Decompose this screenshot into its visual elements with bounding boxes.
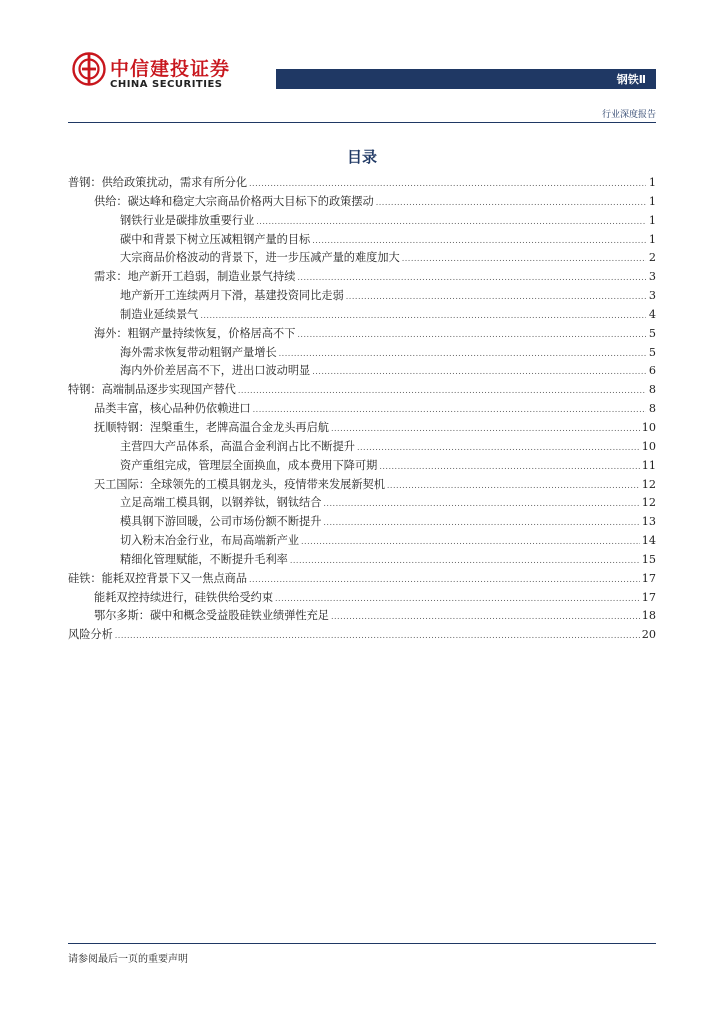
- toc-entry-page: 8: [648, 402, 656, 416]
- toc-entry[interactable]: [68, 570, 656, 589]
- toc-entry[interactable]: [68, 306, 656, 325]
- toc-entry[interactable]: [68, 174, 656, 193]
- toc-entry[interactable]: [68, 362, 656, 381]
- toc-entry-page: 6: [648, 364, 656, 378]
- toc-entry[interactable]: [68, 438, 656, 457]
- toc-entry-page: 5: [648, 345, 656, 359]
- toc-leader-dots: [279, 345, 646, 364]
- footer-divider: [68, 943, 656, 944]
- toc-entry-page: 10: [641, 420, 656, 434]
- toc-entry-text[interactable]: 硅铁：能耗双控背景下又一焦点商品: [68, 571, 248, 585]
- report-type-label: 行业深度报告: [601, 110, 656, 120]
- toc-entry-page: 17: [641, 571, 656, 585]
- toc-entry-page: 17: [641, 590, 656, 604]
- toc-entry-page: 5: [648, 326, 656, 340]
- toc-entry-text[interactable]: 立足高端工模具钢，以钢养钛，钢钛结合: [120, 496, 322, 510]
- toc-entry[interactable]: [68, 400, 656, 419]
- toc-entry-page: 12: [641, 477, 656, 491]
- toc-leader-dots: [331, 608, 640, 627]
- toc-entry[interactable]: [68, 513, 656, 532]
- toc-entry-page: 1: [648, 176, 656, 189]
- toc-entry-page: 12: [641, 496, 656, 510]
- sector-label: 钢铁Ⅱ: [616, 73, 646, 86]
- footer-disclaimer: 请参阅最后一页的重要声明: [68, 954, 188, 965]
- toc-entry-text[interactable]: 资产重组完成，管理层全面换血，成本费用下降可期: [120, 458, 378, 472]
- toc-leader-dots: [331, 420, 640, 439]
- toc-entry-page: 14: [641, 534, 656, 548]
- toc-entry-page: 4: [648, 307, 656, 321]
- toc-leader-dots: [249, 175, 646, 194]
- toc-leader-dots: [387, 477, 640, 496]
- toc-entry-text[interactable]: 海内外价差居高不下，进出口波动明显: [120, 364, 311, 378]
- toc-entry-text[interactable]: 海外需求恢复带动粗钢产量增长: [120, 345, 277, 359]
- table-of-contents: [68, 174, 656, 645]
- toc-entry[interactable]: [68, 551, 656, 570]
- toc-entry[interactable]: [68, 287, 656, 306]
- toc-entry[interactable]: [68, 532, 656, 551]
- toc-leader-dots: [402, 250, 646, 269]
- toc-entry-text[interactable]: 钢铁行业是碳排放重要行业: [120, 213, 255, 227]
- toc-entry[interactable]: [68, 212, 656, 231]
- toc-entry-text[interactable]: 精细化管理赋能，不断提升毛利率: [120, 552, 288, 566]
- toc-entry-page: 15: [641, 552, 656, 566]
- toc-title: 目录: [346, 148, 377, 166]
- toc-entry[interactable]: [68, 626, 656, 645]
- toc-entry-page: 18: [641, 609, 656, 623]
- toc-entry[interactable]: [68, 193, 656, 212]
- toc-leader-dots: [376, 194, 646, 213]
- toc-entry[interactable]: [68, 494, 656, 513]
- toc-entry[interactable]: [68, 231, 656, 250]
- toc-entry-page: 10: [641, 439, 656, 453]
- toc-entry-text[interactable]: 普钢：供给政策扰动，需求有所分化: [68, 176, 248, 189]
- toc-entry-text[interactable]: 特钢：高端制品逐步实现国产替代: [68, 383, 236, 397]
- logo-emblem-icon: [72, 52, 106, 86]
- toc-entry[interactable]: [68, 249, 656, 268]
- toc-entry-page: 11: [641, 458, 656, 472]
- logo-chinese-name: 中信建投证券: [110, 58, 231, 80]
- toc-leader-dots: [379, 458, 639, 477]
- toc-leader-dots: [290, 552, 640, 571]
- toc-leader-dots: [200, 307, 646, 326]
- toc-entry-text[interactable]: 风险分析: [68, 628, 113, 642]
- toc-entry-text[interactable]: 碳中和背景下树立压减粗钢产量的目标: [120, 232, 311, 246]
- toc-leader-dots: [301, 533, 640, 552]
- toc-entry-page: 2: [648, 251, 656, 265]
- toc-entry[interactable]: [68, 325, 656, 344]
- toc-leader-dots: [253, 401, 646, 420]
- toc-entry-page: 3: [648, 289, 656, 303]
- sector-banner: [276, 69, 656, 89]
- header-divider: [68, 122, 656, 123]
- toc-entry[interactable]: [68, 607, 656, 626]
- toc-entry[interactable]: [68, 344, 656, 363]
- toc-entry-text[interactable]: 切入粉末冶金行业，布局高端新产业: [120, 534, 300, 548]
- toc-leader-dots: [249, 571, 640, 590]
- toc-entry-text[interactable]: 地产新开工连续两月下滑，基建投资同比走弱: [120, 289, 344, 303]
- toc-leader-dots: [275, 590, 640, 609]
- toc-entry-page: 1: [648, 194, 656, 208]
- toc-entry-text[interactable]: 能耗双控持续进行，硅铁供给受约束: [94, 590, 274, 604]
- toc-entry-text[interactable]: 品类丰富，核心品种仍依赖进口: [94, 402, 251, 416]
- toc-entry-text[interactable]: 供给：碳达峰和稳定大宗商品价格两大目标下的政策摆动: [94, 194, 374, 208]
- toc-entry-text[interactable]: 模具钢下游回暖，公司市场份额不断提升: [120, 515, 322, 529]
- toc-entry-text[interactable]: 鄂尔多斯：碳中和概念受益股硅铁业绩弹性充足: [94, 609, 329, 623]
- toc-leader-dots: [323, 495, 639, 514]
- toc-entry-text[interactable]: 抚顺特钢：涅槃重生，老牌高温合金龙头再启航: [94, 420, 329, 434]
- toc-entry[interactable]: [68, 589, 656, 608]
- toc-leader-dots: [312, 363, 646, 382]
- toc-entry-text[interactable]: 海外：粗钢产量持续恢复，价格居高不下: [94, 326, 296, 340]
- toc-leader-dots: [312, 232, 646, 251]
- toc-entry-text[interactable]: 主营四大产品体系，高温合金利润占比不断提升: [120, 439, 355, 453]
- logo-english-name: CHINA SECURITIES: [110, 79, 223, 90]
- toc-leader-dots: [297, 326, 646, 345]
- toc-entry[interactable]: [68, 457, 656, 476]
- toc-entry-text[interactable]: 制造业延续景气: [120, 307, 199, 321]
- toc-leader-dots: [297, 269, 646, 288]
- toc-leader-dots: [323, 514, 639, 533]
- toc-entry[interactable]: [68, 476, 656, 495]
- toc-entry-text[interactable]: 需求：地产新开工趋弱，制造业景气持续: [94, 270, 296, 284]
- toc-leader-dots: [115, 627, 640, 646]
- toc-entry[interactable]: [68, 381, 656, 400]
- toc-leader-dots: [238, 382, 646, 401]
- toc-leader-dots: [357, 439, 640, 458]
- toc-entry-page: 1: [648, 232, 656, 246]
- toc-entry[interactable]: [68, 268, 656, 287]
- toc-entry-text[interactable]: 大宗商品价格波动的背景下，进一步压减产量的难度加大: [120, 251, 400, 265]
- toc-entry-page: 8: [648, 383, 656, 397]
- toc-entry[interactable]: [68, 419, 656, 438]
- toc-leader-dots: [256, 213, 646, 232]
- company-logo: [72, 52, 232, 96]
- toc-entry-text[interactable]: 天工国际：全球领先的工模具钢龙头，疫情带来发展新契机: [94, 477, 385, 491]
- toc-entry-page: 13: [641, 515, 656, 529]
- toc-entry-page: 3: [648, 270, 656, 284]
- toc-entry-page: 1: [648, 213, 656, 227]
- toc-entry-page: 20: [641, 628, 656, 642]
- toc-leader-dots: [346, 288, 646, 307]
